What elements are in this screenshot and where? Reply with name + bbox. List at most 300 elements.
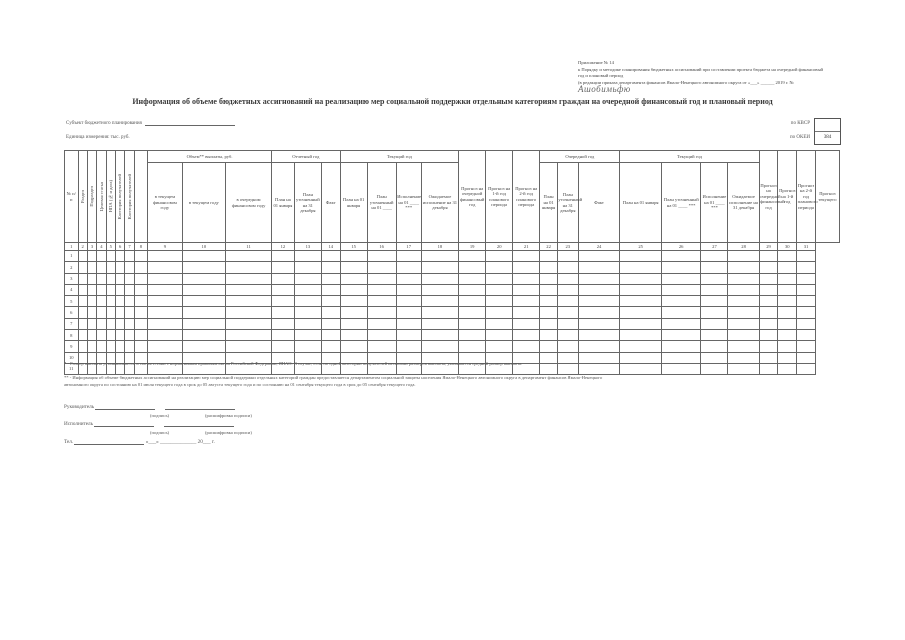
table-cell[interactable] <box>661 251 701 262</box>
table-cell[interactable] <box>134 330 148 341</box>
table-cell[interactable] <box>421 341 458 352</box>
table-cell[interactable] <box>321 307 340 318</box>
header-vertical: Категория получателей <box>115 151 124 243</box>
table-cell[interactable] <box>620 307 662 318</box>
table-cell[interactable] <box>97 251 106 262</box>
table-cell[interactable] <box>78 296 87 307</box>
table-cell[interactable] <box>87 341 96 352</box>
exec-name-line[interactable] <box>164 426 234 427</box>
table-cell[interactable] <box>557 341 578 352</box>
table-cell[interactable] <box>148 273 182 284</box>
table-cell[interactable] <box>182 251 226 262</box>
table-cell[interactable] <box>148 341 182 352</box>
table-cell[interactable] <box>182 318 226 329</box>
table-cell[interactable] <box>115 330 124 341</box>
table-cell[interactable] <box>78 273 87 284</box>
column-number: 13 <box>294 243 321 251</box>
table-cell[interactable] <box>620 296 662 307</box>
table-cell[interactable] <box>115 251 124 262</box>
table-cell[interactable] <box>271 284 294 295</box>
table-cell[interactable] <box>661 296 701 307</box>
table-cell[interactable] <box>459 284 486 295</box>
table-cell[interactable] <box>78 284 87 295</box>
table-cell[interactable] <box>226 284 272 295</box>
table-cell[interactable] <box>396 318 421 329</box>
table-cell[interactable] <box>578 273 620 284</box>
table-cell[interactable] <box>97 307 106 318</box>
table-cell[interactable] <box>182 341 226 352</box>
table-cell[interactable] <box>728 262 759 273</box>
column-number: 8 <box>134 243 148 251</box>
table-cell[interactable] <box>620 262 662 273</box>
table-cell[interactable] <box>87 251 96 262</box>
table-cell[interactable] <box>578 262 620 273</box>
table-cell[interactable] <box>557 262 578 273</box>
table-cell[interactable] <box>540 284 558 295</box>
budget-line[interactable] <box>145 125 235 126</box>
table-cell[interactable] <box>367 296 396 307</box>
table-cell[interactable] <box>513 262 540 273</box>
table-cell[interactable] <box>578 296 620 307</box>
table-cell[interactable] <box>778 251 797 262</box>
table-cell[interactable] <box>728 251 759 262</box>
table-cell[interactable] <box>778 330 797 341</box>
table-cell[interactable] <box>759 296 778 307</box>
table-cell[interactable] <box>513 296 540 307</box>
table-cell[interactable] <box>778 307 797 318</box>
table-cell[interactable] <box>321 318 340 329</box>
table-cell[interactable] <box>321 273 340 284</box>
table-cell[interactable] <box>271 273 294 284</box>
table-cell[interactable] <box>78 330 87 341</box>
table-cell[interactable] <box>182 330 226 341</box>
table-cell[interactable] <box>321 262 340 273</box>
table-cell[interactable] <box>486 341 513 352</box>
table-cell[interactable] <box>294 318 321 329</box>
table-row <box>65 284 840 295</box>
table-cell[interactable] <box>620 330 662 341</box>
table-cell[interactable] <box>115 273 124 284</box>
table-cell[interactable] <box>125 273 134 284</box>
table-cell[interactable] <box>87 262 96 273</box>
table-cell[interactable] <box>486 284 513 295</box>
table-cell[interactable] <box>728 296 759 307</box>
table-cell[interactable] <box>148 251 182 262</box>
table-cell[interactable] <box>321 251 340 262</box>
table-cell[interactable] <box>367 273 396 284</box>
table-cell[interactable] <box>87 330 96 341</box>
column-number: 22 <box>540 243 558 251</box>
table-cell[interactable] <box>459 318 486 329</box>
table-cell[interactable] <box>97 262 106 273</box>
table-cell[interactable] <box>134 273 148 284</box>
table-cell[interactable] <box>106 251 115 262</box>
column-number: 21 <box>513 243 540 251</box>
table-cell[interactable] <box>226 330 272 341</box>
table-cell[interactable] <box>620 251 662 262</box>
table-cell[interactable] <box>486 262 513 273</box>
table-cell[interactable] <box>87 296 96 307</box>
table-cell[interactable] <box>340 284 367 295</box>
table-cell[interactable] <box>557 284 578 295</box>
table-cell[interactable] <box>661 330 701 341</box>
table-cell[interactable] <box>486 273 513 284</box>
table-cell[interactable] <box>134 284 148 295</box>
table-cell[interactable] <box>134 341 148 352</box>
table-cell[interactable] <box>134 251 148 262</box>
table-cell[interactable] <box>396 284 421 295</box>
table-cell[interactable] <box>294 284 321 295</box>
table-cell[interactable] <box>226 296 272 307</box>
table-cell[interactable] <box>661 307 701 318</box>
table-cell[interactable] <box>701 296 728 307</box>
table-cell[interactable] <box>294 262 321 273</box>
table-cell[interactable] <box>396 341 421 352</box>
table-cell[interactable] <box>701 251 728 262</box>
table-cell[interactable] <box>271 330 294 341</box>
table-cell[interactable] <box>661 284 701 295</box>
table-cell[interactable] <box>340 262 367 273</box>
table-cell[interactable] <box>367 251 396 262</box>
table-cell[interactable] <box>115 284 124 295</box>
table-cell[interactable] <box>367 330 396 341</box>
table-cell[interactable] <box>115 262 124 273</box>
header-c24: План на 01 января <box>620 163 662 243</box>
table-cell[interactable] <box>797 273 816 284</box>
table-cell[interactable] <box>421 307 458 318</box>
table-cell[interactable] <box>759 341 778 352</box>
table-cell[interactable] <box>106 273 115 284</box>
header-plan5: Прогноз на 1-й год <box>778 151 797 243</box>
header-c23: Факт <box>578 163 620 243</box>
table-cell[interactable] <box>97 318 106 329</box>
table-cell[interactable] <box>182 307 226 318</box>
table-cell[interactable] <box>97 296 106 307</box>
header-col8: в текущем финансовом году <box>148 163 182 243</box>
exec-sign-line[interactable] <box>94 426 154 427</box>
table-cell[interactable] <box>134 296 148 307</box>
table-cell[interactable] <box>778 318 797 329</box>
table-cell[interactable] <box>182 273 226 284</box>
table-cell[interactable] <box>797 307 816 318</box>
table-cell[interactable] <box>182 296 226 307</box>
header-next-year: Очередной год <box>540 151 620 163</box>
table-cell[interactable] <box>459 296 486 307</box>
table-cell[interactable] <box>728 318 759 329</box>
table-cell[interactable] <box>106 307 115 318</box>
table-cell[interactable] <box>125 296 134 307</box>
table-cell[interactable] <box>540 251 558 262</box>
table-cell[interactable] <box>106 330 115 341</box>
table-cell[interactable] <box>78 251 87 262</box>
table-cell[interactable] <box>321 330 340 341</box>
table-cell[interactable] <box>106 262 115 273</box>
table-cell[interactable] <box>97 341 106 352</box>
table-cell[interactable] <box>797 262 816 273</box>
table-cell[interactable] <box>421 284 458 295</box>
table-cell[interactable] <box>294 296 321 307</box>
column-number: 29 <box>759 243 778 251</box>
table-cell[interactable] <box>271 341 294 352</box>
table-cell[interactable] <box>125 341 134 352</box>
unit-field <box>66 135 130 140</box>
table-cell[interactable] <box>421 262 458 273</box>
table-cell[interactable] <box>728 341 759 352</box>
table-cell[interactable] <box>421 296 458 307</box>
table-row <box>65 341 840 352</box>
footnote-2: ** - Информация об объеме бюджетных ассигнований на реализацию мер социальной поддержки отдельных категорий граждан предоставляется департаментом социальной защиты населения Ямало-Ненецкого автономного округа в департамент финансов Ямало-Ненецкого <box>64 375 603 380</box>
table-cell[interactable] <box>271 262 294 273</box>
table-cell[interactable] <box>340 330 367 341</box>
code-kvsr-value[interactable] <box>815 119 840 132</box>
table-cell[interactable] <box>148 262 182 273</box>
table-cell[interactable] <box>661 318 701 329</box>
table-cell[interactable] <box>396 273 421 284</box>
table-cell[interactable] <box>134 262 148 273</box>
table-cell[interactable] <box>396 251 421 262</box>
exec-sub1: (подпись) <box>150 430 170 435</box>
table-cell[interactable] <box>557 307 578 318</box>
table-cell[interactable] <box>367 284 396 295</box>
table-cell[interactable] <box>97 273 106 284</box>
table-cell[interactable] <box>459 307 486 318</box>
table-cell[interactable] <box>513 307 540 318</box>
table-cell[interactable] <box>226 318 272 329</box>
table-cell[interactable] <box>557 296 578 307</box>
table-cell[interactable] <box>294 251 321 262</box>
table-cell[interactable] <box>148 307 182 318</box>
table-cell[interactable] <box>759 307 778 318</box>
table-cell[interactable] <box>421 318 458 329</box>
table-cell[interactable] <box>513 251 540 262</box>
table-cell[interactable] <box>661 341 701 352</box>
table-cell[interactable] <box>182 262 226 273</box>
table-cell[interactable] <box>134 318 148 329</box>
table-cell[interactable] <box>486 251 513 262</box>
codes-box <box>814 118 841 145</box>
table-cell[interactable] <box>367 307 396 318</box>
table-cell[interactable] <box>340 307 367 318</box>
table-cell[interactable] <box>513 341 540 352</box>
table-cell[interactable] <box>778 341 797 352</box>
table-cell[interactable] <box>421 251 458 262</box>
table-cell[interactable] <box>540 273 558 284</box>
table-cell[interactable] <box>367 318 396 329</box>
table-cell[interactable] <box>759 262 778 273</box>
table-cell[interactable] <box>87 318 96 329</box>
table-cell[interactable] <box>226 262 272 273</box>
phone-line[interactable] <box>74 444 144 445</box>
table-cell[interactable] <box>106 284 115 295</box>
table-cell[interactable] <box>125 330 134 341</box>
table-cell[interactable] <box>271 251 294 262</box>
table-cell[interactable] <box>486 296 513 307</box>
date-text: «___» ______________ 20___ г. <box>145 439 215 445</box>
table-cell[interactable] <box>321 296 340 307</box>
table-cell[interactable] <box>87 284 96 295</box>
table-cell[interactable] <box>396 296 421 307</box>
table-cell[interactable] <box>340 341 367 352</box>
header-plan4: Прогноз на очередной финансовый год <box>759 151 778 243</box>
table-cell[interactable] <box>459 251 486 262</box>
code-okei-value[interactable]: 384 <box>823 135 832 140</box>
table-row <box>65 330 840 341</box>
table-cell[interactable] <box>701 262 728 273</box>
table-cell[interactable] <box>728 273 759 284</box>
table-cell[interactable] <box>106 318 115 329</box>
table-cell[interactable] <box>578 330 620 341</box>
table-cell[interactable] <box>87 307 96 318</box>
table-cell[interactable] <box>271 307 294 318</box>
table-cell[interactable] <box>513 273 540 284</box>
table-cell[interactable] <box>321 341 340 352</box>
table-cell[interactable] <box>620 284 662 295</box>
table-cell[interactable] <box>701 318 728 329</box>
table-cell[interactable] <box>340 273 367 284</box>
table-cell[interactable] <box>78 307 87 318</box>
table-cell[interactable] <box>578 318 620 329</box>
table-cell[interactable] <box>459 330 486 341</box>
table-cell[interactable] <box>340 318 367 329</box>
table-cell[interactable] <box>728 330 759 341</box>
table-cell[interactable] <box>115 296 124 307</box>
table-cell[interactable] <box>701 341 728 352</box>
table-cell[interactable] <box>661 262 701 273</box>
table-cell[interactable] <box>513 330 540 341</box>
table-cell[interactable] <box>578 307 620 318</box>
table-cell[interactable] <box>513 318 540 329</box>
table-cell[interactable] <box>778 273 797 284</box>
table-cell[interactable] <box>182 284 226 295</box>
table-cell[interactable] <box>778 284 797 295</box>
header-plan1: Прогноз на очередной финансовый год <box>459 151 486 243</box>
table-cell[interactable] <box>421 273 458 284</box>
table-cell[interactable] <box>148 284 182 295</box>
table-cell[interactable] <box>97 330 106 341</box>
table-cell[interactable] <box>701 307 728 318</box>
table-cell[interactable] <box>797 284 816 295</box>
table-cell[interactable] <box>701 273 728 284</box>
table-cell[interactable] <box>148 318 182 329</box>
table-cell[interactable] <box>540 318 558 329</box>
table-cell[interactable] <box>321 284 340 295</box>
table-cell[interactable] <box>115 341 124 352</box>
table-cell[interactable] <box>367 341 396 352</box>
table-cell[interactable] <box>540 341 558 352</box>
table-cell[interactable] <box>226 273 272 284</box>
table-cell[interactable] <box>148 330 182 341</box>
table-cell[interactable] <box>115 307 124 318</box>
table-cell[interactable] <box>226 341 272 352</box>
table-cell[interactable] <box>540 262 558 273</box>
table-cell[interactable] <box>578 284 620 295</box>
table-cell[interactable] <box>106 296 115 307</box>
table-cell[interactable] <box>759 251 778 262</box>
table-cell[interactable] <box>148 296 182 307</box>
table-cell[interactable] <box>87 273 96 284</box>
table-cell[interactable] <box>778 262 797 273</box>
table-cell[interactable] <box>728 307 759 318</box>
table-cell[interactable] <box>125 262 134 273</box>
table-cell[interactable] <box>294 307 321 318</box>
table-cell[interactable] <box>396 262 421 273</box>
table-cell[interactable] <box>759 273 778 284</box>
table-cell[interactable] <box>486 330 513 341</box>
table-cell[interactable] <box>557 273 578 284</box>
table-cell[interactable] <box>340 251 367 262</box>
table-cell[interactable] <box>620 318 662 329</box>
table-cell[interactable] <box>486 318 513 329</box>
table-cell[interactable] <box>557 330 578 341</box>
table-cell[interactable] <box>728 284 759 295</box>
table-cell[interactable] <box>540 296 558 307</box>
table-cell[interactable] <box>578 341 620 352</box>
table-cell[interactable] <box>797 296 816 307</box>
table-cell[interactable] <box>125 251 134 262</box>
table-cell[interactable] <box>540 307 558 318</box>
table-cell[interactable] <box>97 284 106 295</box>
table-cell[interactable] <box>78 341 87 352</box>
table-cell[interactable] <box>513 284 540 295</box>
table-cell[interactable] <box>778 296 797 307</box>
table-cell[interactable] <box>701 284 728 295</box>
table-cell[interactable] <box>759 318 778 329</box>
head-sign-line[interactable] <box>95 409 155 410</box>
table-cell[interactable] <box>797 341 816 352</box>
table-cell[interactable] <box>459 262 486 273</box>
table-cell[interactable] <box>797 318 816 329</box>
table-cell[interactable] <box>125 318 134 329</box>
table-cell[interactable] <box>226 251 272 262</box>
table-cell[interactable] <box>125 307 134 318</box>
table-cell[interactable] <box>125 284 134 295</box>
table-cell[interactable] <box>620 341 662 352</box>
table-cell[interactable] <box>759 330 778 341</box>
table-cell[interactable] <box>271 318 294 329</box>
table-cell[interactable] <box>797 330 816 341</box>
table-cell[interactable] <box>106 341 115 352</box>
table-cell[interactable] <box>340 296 367 307</box>
table-cell[interactable] <box>78 262 87 273</box>
column-number: 4 <box>97 243 106 251</box>
head-name-line[interactable] <box>165 409 235 410</box>
table-cell[interactable] <box>226 307 272 318</box>
table-cell[interactable] <box>294 341 321 352</box>
table-cell[interactable] <box>294 273 321 284</box>
table-cell[interactable] <box>557 251 578 262</box>
table-cell[interactable] <box>367 262 396 273</box>
table-cell[interactable] <box>486 307 513 318</box>
table-cell[interactable] <box>620 273 662 284</box>
table-cell[interactable] <box>661 273 701 284</box>
table-cell[interactable] <box>540 330 558 341</box>
table-cell[interactable] <box>78 318 87 329</box>
table-cell[interactable] <box>459 273 486 284</box>
table-cell[interactable] <box>701 330 728 341</box>
table-cell[interactable] <box>759 284 778 295</box>
table-cell[interactable] <box>396 307 421 318</box>
table-cell[interactable] <box>578 251 620 262</box>
table-cell[interactable] <box>294 330 321 341</box>
table-cell[interactable] <box>459 341 486 352</box>
table-cell[interactable] <box>557 318 578 329</box>
table-cell[interactable] <box>421 330 458 341</box>
table-cell[interactable] <box>271 296 294 307</box>
table-cell[interactable] <box>797 251 816 262</box>
table-cell[interactable] <box>134 307 148 318</box>
table-cell[interactable] <box>396 330 421 341</box>
table-cell[interactable] <box>115 318 124 329</box>
